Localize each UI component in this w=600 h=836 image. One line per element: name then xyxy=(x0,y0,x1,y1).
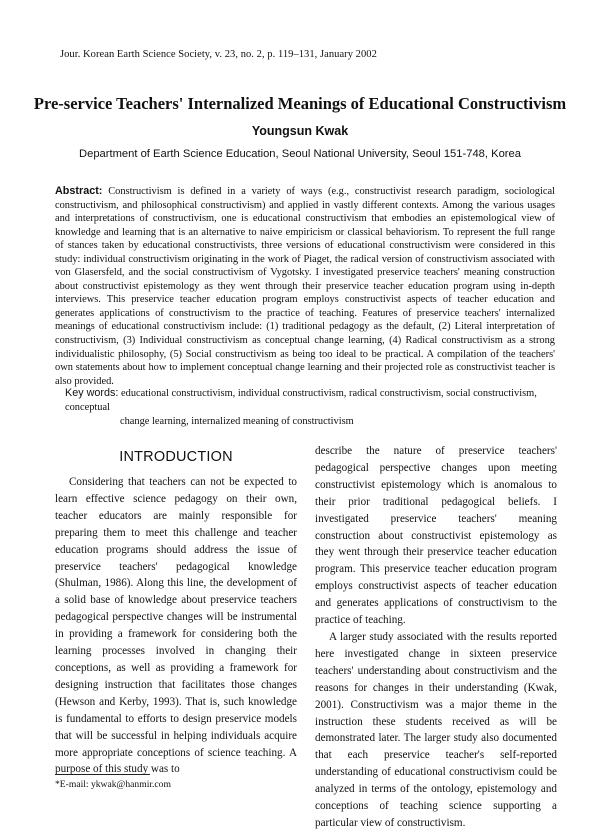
author-name: Youngsun Kwak xyxy=(251,124,349,138)
keywords-line-2: change learning, internalized meaning of constructivism xyxy=(120,416,354,427)
paper-title: Pre-service Teachers' Internalized Meanings of Educational Constructivism xyxy=(33,94,567,113)
author-affiliation: Department of Earth Science Education, Seoul National University, Seoul 151-748, Korea xyxy=(79,148,521,160)
left-column xyxy=(55,474,297,778)
right-paragraph-1: describe the nature of preservice teachers' pedagogical perspective changes upon meeting constructivist epistemology which is anomalous to their prior traditional pedagogical beliefs. I investigated preservice teachers' meaning construction about constructivist epistemology as they went through their preservice teacher education program. This preservice teacher education program employs constructivist aspects of teacher education and generates applications of constructivism to the practice of teaching. xyxy=(315,445,557,627)
keywords-label: Key words: xyxy=(65,387,119,399)
section-heading-introduction: INTRODUCTION xyxy=(119,449,233,465)
keywords xyxy=(65,386,561,429)
right-column xyxy=(315,443,557,832)
abstract-label: Abstract: xyxy=(55,185,103,197)
keywords-line-1: educational constructivism, individual constructivism, radical constructivism, social constructivism, conceptual xyxy=(65,388,537,413)
abstract-text: Constructivism is defined in a variety of ways (e.g., constructivist research paradigm, sociological constructivism, and philosophical constructivism) and applied in vastly different contexts. Among the various usages and interpretations of constructivism, one is educational constructivism that embodies an epistemological view of knowledge and learning that is an alternative to naive empiricism or classical behaviorism. To represent the full range of stances taken by educational constructivists, three versions of educational constructivism were considered in this study: individual constructivism originating in the work of Piaget, the radical version of constructivism associated with von Glasersfeld, and the social constructivism of Vygotsky. I investigated preservice teachers' meaning construction about constructivist epistemology as they went through their preservice teacher education program using in-depth interviews. This preservice teacher education program employs constructivist aspects of teacher education and generates applications of constructivism to the practice of teaching. Features of preservice teachers' internalized meanings of educational constructivism include: (1) traditional pedagogy as the default, (2) Literal interpretation of constructivism, (3) Individual constructivism as conceptual change learning, (4) Radical constructivism as a strong individualistic philosophy, (5) Social constructivism as being too ideal to be practical. A compilation of the teachers' own statements about how to implement conceptual change learning and their projected role as constructivist teacher is also provided. xyxy=(55,186,555,387)
left-paragraph-1: Considering that teachers can not be expected to learn effective science pedagogy on their own, teacher educators are mainly responsible for preparing them to meet this challenge and teacher education programs should address the issue of preservice teachers' pedagogical knowledge (Shulman, 1986). Along this line, the development of a solid base of knowledge about preservice teachers pedagogical perspective changes will be instrumental in providing a framework for considering both the learning processes involved in changing their conceptions, as well as providing a framework for designing instruction that facilitates those changes (Hewson and Kerby, 1993). That is, such knowledge is fundamental to efforts to design preservice models that will be successful in helping individuals acquire more appropriate conceptions of science teaching. A purpose of this study was to xyxy=(55,476,297,776)
footnote-email: *E-mail: ykwak@hanmir.com xyxy=(55,779,171,790)
right-paragraph-2: A larger study associated with the results reported here investigated change in sixteen preservice teachers' understanding about constructivism and the reasons for changes in their understanding (Kwak, 2001). Constructivism was a major theme in the instruction these students received as will be demonstrated later. The larger study also documented that each preservice teacher's self-reported understanding of educational constructivism could be analyzed in terms of the ontology, epistemology and conceptions of teaching science supporting a particular view of constructivism. xyxy=(315,630,557,829)
abstract xyxy=(55,185,555,388)
journal-citation: Jour. Korean Earth Science Society, v. 23, no. 2, p. 119–131, January 2002 xyxy=(60,49,377,60)
footnote-divider xyxy=(55,774,150,775)
